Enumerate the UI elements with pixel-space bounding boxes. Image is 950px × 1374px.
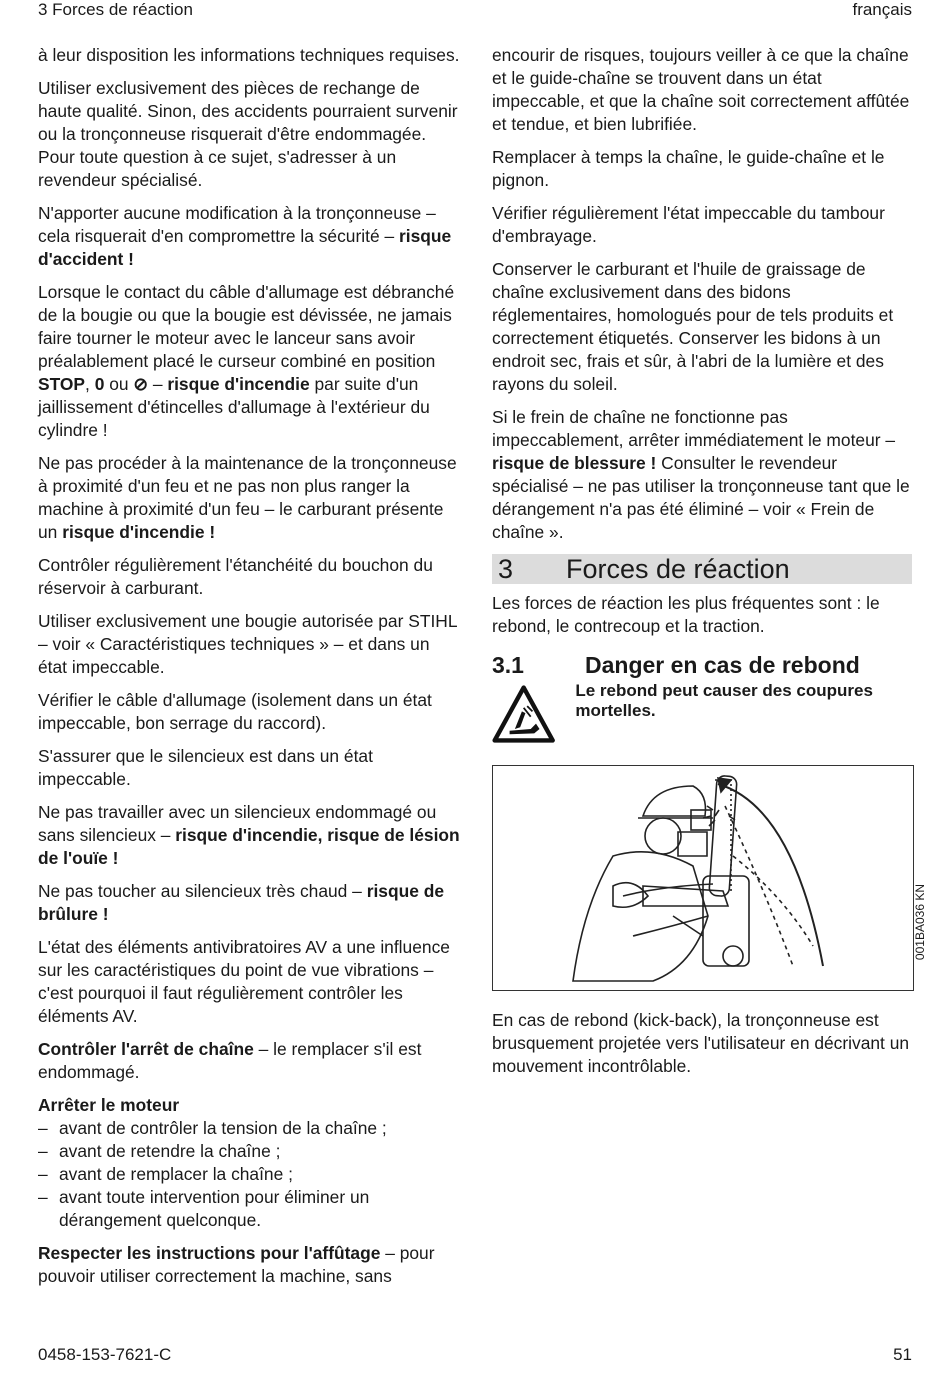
figure-caption: En cas de rebond (kick-back), la tronçonneuse est brusquement projetée vers l'utilisateur en décrivant un mouvement incontrôlable. xyxy=(492,1010,910,1076)
paragraph: L'état des éléments antivibratoires AV a une influence sur les caractéristiques du point de vue vibrations – c'est pourquoi il faut régulièrement contrôler les éléments AV. xyxy=(38,937,450,1026)
section-intro: Les forces de réaction les plus fréquentes sont : le rebond, le contrecoup et la traction. xyxy=(492,593,880,636)
paragraph: Utiliser exclusivement une bougie autorisée par STIHL – voir « Caractéristiques techniques » – et dans un état impeccable. xyxy=(38,611,457,677)
paragraph: Lorsque le contact du câble d'allumage est débranché de la bougie ou que la bougie est dévissée, ne jamais faire tourner le moteur avec le lanceur sans avoir préalablement placé le curseur combiné en position STOP, 0 ou ⊘ – risque d'incendie par suite d'un jaillissement d'étincelles d'allumage à l'extérieur du cylindre ! xyxy=(38,282,455,440)
subsection-heading xyxy=(492,654,912,677)
off-symbol-icon: ⊘ xyxy=(133,374,148,394)
paragraph: Vérifier régulièrement l'état impeccable du tambour d'embrayage. xyxy=(492,203,885,246)
kickback-illustration xyxy=(493,766,913,990)
warning-row xyxy=(492,681,912,747)
kickback-warning-icon xyxy=(492,681,555,747)
right-column xyxy=(492,44,927,1088)
paragraph: Respecter les instructions pour l'affûtage – pour pouvoir utiliser correctement la machine, sans xyxy=(38,1243,435,1286)
stop-engine-title: Arrêter le moteur xyxy=(38,1095,180,1115)
paragraph: Ne pas toucher au silencieux très chaud – risque de brûlure ! xyxy=(38,881,445,924)
paragraph: Ne pas travailler avec un silencieux endommagé ou sans silencieux – risque d'incendie, risque de lésion de l'ouïe ! xyxy=(38,802,460,868)
warning-text: Le rebond peut causer des coupures mortelles. xyxy=(575,681,873,720)
paragraph: encourir de risques, toujours veiller à ce que la chaîne et le guide-chaîne se trouvent dans un état impeccable, et que la chaîne soit correctement affûtée et tendue, et bien lubrifiée. xyxy=(492,45,910,134)
paragraph: à leur disposition les informations techniques requises. xyxy=(38,45,460,65)
list-item: – avant de contrôler la tension de la chaîne ; xyxy=(38,1117,463,1140)
paragraph: N'apporter aucune modification à la tronçonneuse – cela risquerait d'en compromettre la sécurité – risque d'accident ! xyxy=(38,203,452,269)
header-section: 3 Forces de réaction xyxy=(38,0,193,19)
document-number: 0458-153-7621-C xyxy=(38,1345,172,1364)
section-number: 3 xyxy=(498,554,514,584)
page-number: 51 xyxy=(893,1345,912,1364)
header-language: français xyxy=(852,0,912,19)
subsection-title: Danger en cas de rebond xyxy=(585,652,860,678)
paragraph: Remplacer à temps la chaîne, le guide-chaîne et le pignon. xyxy=(492,147,885,190)
left-column xyxy=(38,44,463,1298)
paragraph: Ne pas procéder à la maintenance de la tronçonneuse à proximité d'un feu et ne pas non plus ranger la machine à proximité d'un feu – le carburant présente un risque d'incendie ! xyxy=(38,453,457,542)
paragraph: Contrôler régulièrement l'étanchéité du bouchon du réservoir à carburant. xyxy=(38,555,433,598)
section-heading xyxy=(492,554,912,584)
subsection-number: 3.1 xyxy=(492,652,524,678)
paragraph: Conserver le carburant et l'huile de graissage de chaîne exclusivement dans des bidons réglementaires, homologués pour de tels produits et correctement étiquetés. Conserver les bidons à un endroit sec, frais et sûr, à l'abri de la lumière et des rayons du soleil. xyxy=(492,259,894,394)
figure-code: 001BA036 KN xyxy=(913,884,927,961)
list-item: – avant de remplacer la chaîne ; xyxy=(38,1163,463,1186)
paragraph: S'assurer que le silencieux est dans un état impeccable. xyxy=(38,746,373,789)
paragraph: Utiliser exclusivement des pièces de rechange de haute qualité. Sinon, des accidents pourraient survenir ou la tronçonneuse risquerait d'être endommagée. Pour toute question à ce sujet, s'adresser à un revendeur spécialisé. xyxy=(38,78,458,190)
paragraph: Vérifier le câble d'allumage (isolement dans un état impeccable, bon serrage du raccord). xyxy=(38,690,432,733)
list-item: – avant de retendre la chaîne ; xyxy=(38,1140,463,1163)
paragraph: Contrôler l'arrêt de chaîne – le remplacer s'il est endommagé. xyxy=(38,1039,422,1082)
kickback-figure xyxy=(492,765,927,991)
stop-engine-block xyxy=(38,1094,463,1232)
stop-engine-list xyxy=(38,1117,463,1232)
paragraph: Si le frein de chaîne ne fonctionne pas impeccablement, arrêter immédiatement le moteur – risque de blessure ! Consulter le revendeur spécialisé – ne pas utiliser la tronçonneuse tant que le dérangement n'a pas été éliminé – voir « Frein de chaîne ». xyxy=(492,407,910,542)
list-item: – avant toute intervention pour éliminer un dérangement quelconque. xyxy=(38,1186,463,1232)
section-title: Forces de réaction xyxy=(566,554,790,584)
